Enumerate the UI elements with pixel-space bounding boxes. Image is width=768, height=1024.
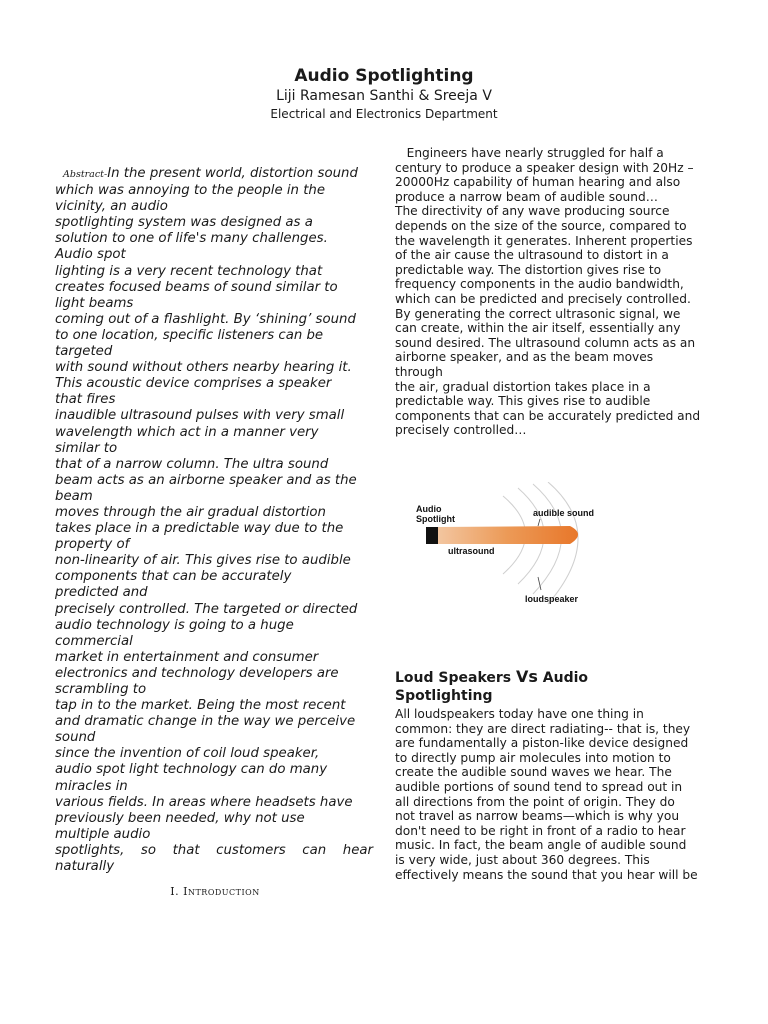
abstract-label: Abstract- [63,169,108,180]
abstract-line: Audio spot [55,247,126,263]
paragraph-line: common: they are direct radiating-- that is, they [395,721,691,736]
abstract-line: creates focused beams of sound similar to [55,279,338,295]
abstract-line-text: In the present world, distortion sound [107,166,358,181]
section-heading-loudspeakers-vs-audio-spotlighting [395,668,725,705]
paragraph-line: precisely controlled… [395,423,527,438]
audio-spotlight-figure [408,482,623,614]
paragraph-line: components that can be accurately predicted and [395,408,701,423]
abstract-line: property of [55,537,130,553]
paragraph-line: century to produce a speaker design with 20Hz – [395,160,694,175]
heading-part: Spotlighting [395,688,493,704]
abstract [55,166,373,875]
abstract-line: that fires [55,392,116,408]
paragraph-line: sound desired. The ultrasound column acts as an [395,335,696,350]
abstract-line: moves through the air gradual distortion [55,504,326,520]
abstract-line: since the invention of coil loud speaker, [55,746,320,762]
paragraph-line: frequency components in the audio bandwidth, [395,277,684,292]
figure-label-loudspeaker: loudspeaker [525,594,579,604]
abstract-line: solution to one of life's many challenges. [55,231,328,247]
abstract-line: non-linearity of air. This gives rise to audible [55,553,351,569]
abstract-word: customers [216,842,286,858]
abstract-word: that [172,842,200,858]
paragraph-line: predictable way. The distortion gives rise to [395,262,662,277]
intro-paragraph [395,146,720,438]
paragraph-line: can create, within the air itself, essentially any [395,321,681,336]
paragraph-line: the wavelength it generates. Inherent properties [395,233,693,248]
heading-part: Loud Speakers [395,670,512,686]
abstract-word: spotlights, [55,842,125,858]
abstract-line: electronics and technology developers are [55,665,339,681]
paragraph-line: not travel as narrow beams—which is why you [395,809,680,824]
paragraph-line: By generating the correct ultrasonic signal, we [395,306,681,321]
paragraph-line: through [395,364,443,379]
paragraph-line: predictable way. This gives rise to audible [395,394,651,409]
paragraph-line: don't need to be right in front of a radio to hear [395,823,686,838]
abstract-line: takes place in a predictable way due to the [55,521,344,537]
abstract-line: commercial [55,633,133,649]
paragraph-line: produce a narrow beam of audible sound… [395,189,658,204]
paragraph-line: are fundamentally a piston-like device designed [395,736,689,751]
paragraph-line: of the air cause the ultrasound to distort in a [395,248,669,263]
abstract-line: market in entertainment and consumer [55,649,319,665]
abstract-line: audio technology is going to a huge [55,617,294,633]
abstract-word: hear [342,842,373,858]
abstract-line: with sound without others nearby hearing it. [55,360,352,376]
abstract-line: that of a narrow column. The ultra sound [55,456,329,472]
abstract-line: audio spot light technology can do many [55,762,328,778]
heading-vs: Vs [516,667,538,686]
figure-label-audible-sound: audible sound [533,508,595,518]
figure-label-spotlight: Spotlight [416,514,455,524]
loudspeakers-paragraph [395,707,720,882]
abstract-line [55,166,373,183]
abstract-line: tap in to the market. Being the most recent [55,698,346,714]
abstract-line: scrambling to [55,682,147,697]
section-title: Introduction [183,885,260,898]
paragraph-line: depends on the size of the source, compared to [395,218,687,233]
abstract-line: targeted [55,344,113,360]
abstract-line: coming out of a flashlight. By ‘shining’ sound [55,311,356,327]
paragraph-line: audible portions of sound tend to spread out in [395,779,683,794]
abstract-line: wavelength which act in a manner very [55,424,319,440]
ultrasound-beam [436,526,578,544]
paragraph-line: all directions from the point of origin. They do [395,794,675,809]
figure-label-ultrasound: ultrasound [448,546,495,556]
paragraph-line: music. In fact, the beam angle of audible sound [395,838,687,853]
abstract-line: precisely controlled. The targeted or directed [55,601,358,617]
section-heading-introduction [0,885,430,898]
paper-title: Audio Spotlighting [294,66,474,86]
paragraph-line: effectively means the sound that you hear will be [395,867,698,882]
abstract-line: This acoustic device comprises a speaker [55,376,332,392]
paper-department: Electrical and Electronics Department [270,107,498,121]
paragraph-line: 20000Hz capability of human hearing and also [395,175,681,190]
abstract-line: and dramatic change in the way we perceive [55,714,356,730]
abstract-line: sound [55,730,96,746]
paragraph-line: create the audible sound waves we hear. The [395,765,672,780]
abstract-line: multiple audio [55,826,151,842]
abstract-line: miracles in [55,778,128,794]
paragraph-line: The directivity of any wave producing source [395,204,670,219]
abstract-line: beam [55,488,93,504]
abstract-justified-line [55,843,373,859]
abstract-line: predicted and [55,585,148,601]
abstract-line: spotlighting system was designed as a [55,215,313,231]
abstract-line: vicinity, an audio [55,199,168,215]
paper-authors: Liji Ramesan Santhi & Sreeja V [276,88,492,104]
paragraph-line: which can be predicted and precisely controlled. [395,291,691,306]
abstract-line: lighting is a very recent technology that [55,263,323,279]
abstract-word: can [302,842,327,858]
paragraph-line: airborne speaker, and as the beam moves [395,350,654,365]
abstract-line: similar to [55,440,118,456]
abstract-line: previously been needed, why not use [55,810,305,826]
paragraph-line: Engineers have nearly struggled for half a [395,146,664,160]
abstract-line: beam acts as an airborne speaker and as the [55,472,357,488]
audio-spotlight-diagram [408,482,623,614]
abstract-line: light beams [55,295,134,311]
speaker-source-icon [426,527,438,544]
paragraph-line: the air, gradual distortion takes place in a [395,379,651,394]
abstract-line: inaudible ultrasound pulses with very small [55,408,345,424]
audible-pointer-line [538,519,540,526]
paragraph-line: All loudspeakers today have one thing in [395,707,644,721]
figure-label-audio: Audio [416,504,442,514]
paragraph-line: is very wide, just about 360 degrees. This [395,852,650,867]
abstract-line: which was annoying to the people in the [55,183,326,199]
paragraph-line: to directly pump air molecules into motion to [395,750,671,765]
heading-part: Audio [542,670,589,686]
abstract-line: to one location, specific listeners can be [55,327,324,343]
abstract-word: so [140,842,156,858]
abstract-line: components that can be accurately [55,569,292,585]
abstract-line: various fields. In areas where headsets have [55,794,353,810]
section-numeral: I. [170,885,180,898]
abstract-line: naturally [55,859,115,875]
